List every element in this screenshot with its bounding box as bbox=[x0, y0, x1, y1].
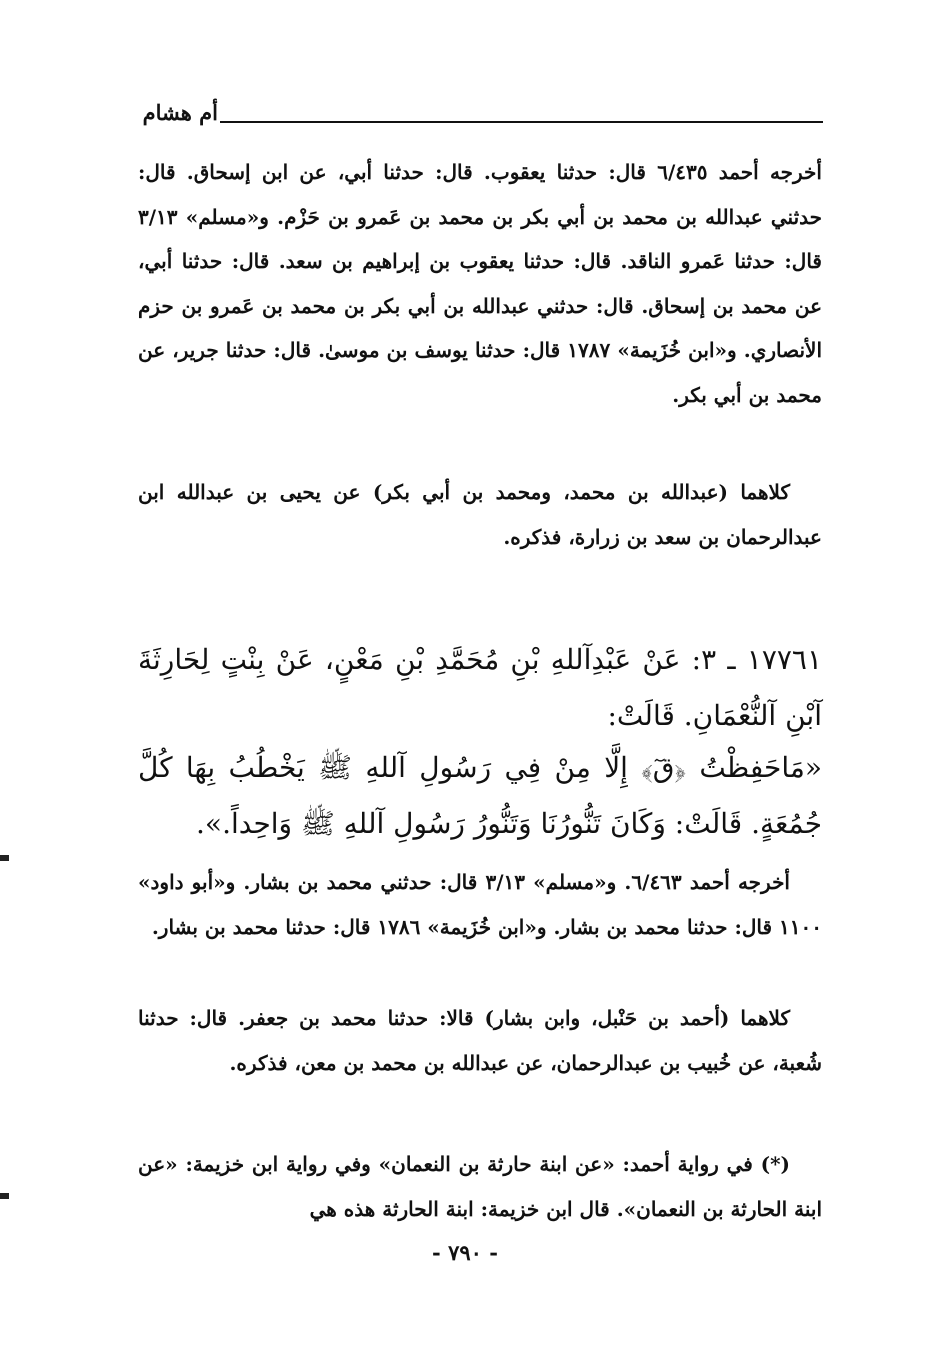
paragraph-kilahuma-1: كلاهما (عبدالله بن محمد، ومحمد بن أبي بكر) عن يحيى بن عبدالله ابن عبدالرحمان بن سعد بن زرارة، فذكره. bbox=[138, 480, 822, 549]
page-number: - ٧٩٠ - bbox=[432, 1240, 498, 1265]
margin-mark bbox=[0, 855, 9, 861]
paragraph-takhrij-1: أخرجه أحمد ٦/٤٣٥ قال: حدثنا يعقوب. قال: حدثنا أبي، عن ابن إسحاق. قال: حدثني عبدالله بن محمد بن أبي بكر بن محمد بن عَمرو بن حَزْم. و«مسلم» ٣/١٣ قال: حدثنا عَمرو الناقد. قال: حدثنا يعقوب بن إبراهيم بن سعد. قال: حدثنا أبي، عن محمد بن إسحاق. قال: حدثني عبدالله بن أبي بكر بن محمد بن عَمرو بن حزم الأنصاري. و«ابن خُزَيمة» ١٧٨٧ قال: حدثنا يوسف بن موسىٰ. قال: حدثنا جرير، عن محمد بن أبي بكر. bbox=[138, 160, 822, 407]
hadith-heading: ١٧٧٦١ ـ ٣: عَنْ عَبْدِآللهِ بْنِ مُحَمَّدِ بْنِ مَعْنٍ، عَنْ بِنْتٍ لِحَارِثَةَ آبْنِ آلنُّعْمَانِ. قَالَتْ: bbox=[138, 643, 822, 732]
header-rule bbox=[220, 121, 823, 123]
margin-mark bbox=[0, 1193, 9, 1199]
running-title: أم هشام bbox=[142, 100, 218, 125]
paragraph-takhrij-2: أخرجه أحمد ٦/٤٦٣. و«مسلم» ٣/١٣ قال: حدثني محمد بن بشار. و«أبو داود» ١١٠٠ قال: حدثنا محمد بن بشار. و«ابن خُزَيمة» ١٧٨٦ قال: حدثنا محمد بن بشار. bbox=[138, 870, 822, 939]
paragraph-kilahuma-2: كلاهما (أحمد بن حَنْبل، وابن بشار) قالا: حدثنا محمد بن جعفر. قال: حدثنا شُعبة، عن خُبيب بن عبدالرحمان، عن عبدالله بن محمد بن معن، فذكره. bbox=[138, 1006, 822, 1075]
footnote: (*) في رواية أحمد: «عن ابنة حارثة بن النعمان» وفي رواية ابن خزيمة: «عن ابنة الحارثة بن النعمان». قال ابن خزيمة: ابنة الحارثة هذه هي bbox=[138, 1152, 822, 1221]
hadith-text: «مَاحَفِظْتُ ﴿قٓ﴾ إِلَّا مِنْ فِي رَسُولِ آللهِ ﷺ يَخْطُبُ بِهَا كُلَّ جُمُعَةٍ. قَالَتْ: وَكَانَ تَنُّورُنَا وَتَنُّورُ رَسُولِ آللهِ ﷺ وَاحِداً.». bbox=[138, 751, 822, 840]
